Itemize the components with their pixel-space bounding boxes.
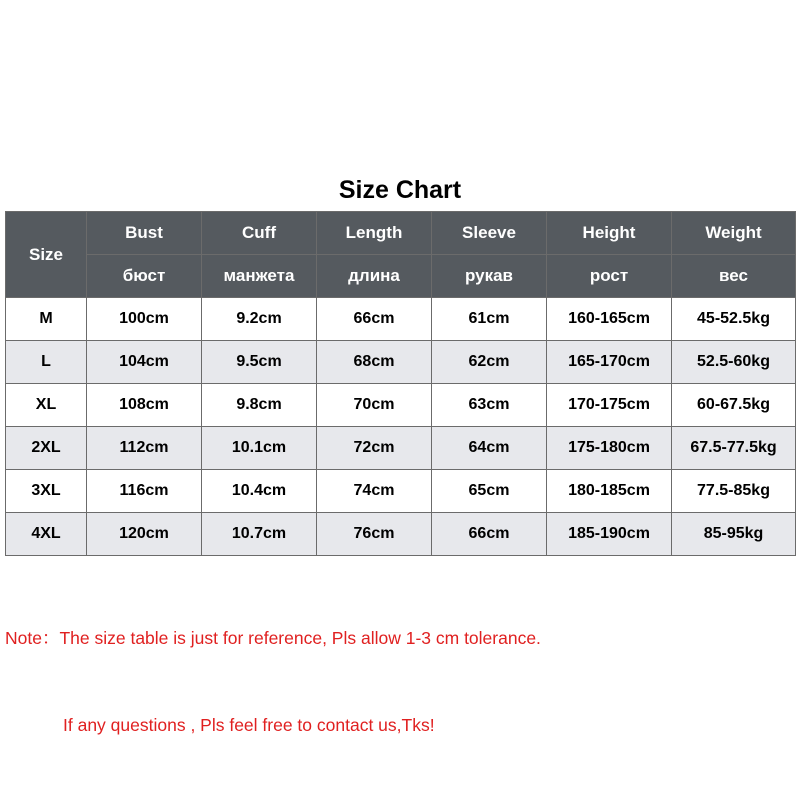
- table-cell: 85-95kg: [672, 513, 796, 556]
- column-header-ru: рукав: [432, 255, 547, 298]
- tolerance-note: [5, 566, 541, 769]
- table-row: [6, 427, 796, 470]
- header-row-en: [6, 212, 796, 255]
- table-cell: 66cm: [317, 298, 432, 341]
- table-cell: 60-67.5kg: [672, 384, 796, 427]
- table-row: [6, 513, 796, 556]
- table-row: [6, 298, 796, 341]
- column-header-en: Height: [547, 212, 672, 255]
- table-cell: 9.2cm: [202, 298, 317, 341]
- table-cell: 10.4cm: [202, 470, 317, 513]
- size-cell: XL: [6, 384, 87, 427]
- table-cell: 10.1cm: [202, 427, 317, 470]
- table-cell: 165-170cm: [547, 341, 672, 384]
- note-line-1: Note：The size table is just for reference, Pls allow 1-3 cm tolerance.: [5, 628, 541, 648]
- table-cell: 108cm: [87, 384, 202, 427]
- table-cell: 104cm: [87, 341, 202, 384]
- table-cell: 185-190cm: [547, 513, 672, 556]
- table-cell: 70cm: [317, 384, 432, 427]
- size-cell: 3XL: [6, 470, 87, 513]
- table-row: [6, 384, 796, 427]
- table-cell: 67.5-77.5kg: [672, 427, 796, 470]
- table-cell: 76cm: [317, 513, 432, 556]
- table-cell: 64cm: [432, 427, 547, 470]
- column-header-en: Length: [317, 212, 432, 255]
- table-cell: 62cm: [432, 341, 547, 384]
- table-cell: 63cm: [432, 384, 547, 427]
- size-cell: M: [6, 298, 87, 341]
- size-table: [5, 211, 796, 556]
- table-cell: 180-185cm: [547, 470, 672, 513]
- column-header-en: Bust: [87, 212, 202, 255]
- table-cell: 9.8cm: [202, 384, 317, 427]
- note-line-2: If any questions , Pls feel free to contact us,Tks!: [63, 715, 435, 735]
- table-cell: 74cm: [317, 470, 432, 513]
- table-row: [6, 470, 796, 513]
- column-header-en: Cuff: [202, 212, 317, 255]
- column-header-ru: бюст: [87, 255, 202, 298]
- table-cell: 112cm: [87, 427, 202, 470]
- size-cell: 2XL: [6, 427, 87, 470]
- table-cell: 68cm: [317, 341, 432, 384]
- size-column-header: Size: [6, 212, 87, 298]
- table-cell: 120cm: [87, 513, 202, 556]
- column-header-ru: вес: [672, 255, 796, 298]
- table-cell: 160-165cm: [547, 298, 672, 341]
- table-cell: 77.5-85kg: [672, 470, 796, 513]
- table-cell: 65cm: [432, 470, 547, 513]
- table-cell: 100cm: [87, 298, 202, 341]
- column-header-ru: рост: [547, 255, 672, 298]
- table-cell: 66cm: [432, 513, 547, 556]
- column-header-en: Weight: [672, 212, 796, 255]
- table-cell: 45-52.5kg: [672, 298, 796, 341]
- page-title: Size Chart: [338, 176, 462, 204]
- table-cell: 9.5cm: [202, 341, 317, 384]
- table-cell: 52.5-60kg: [672, 341, 796, 384]
- column-header-en: Sleeve: [432, 212, 547, 255]
- column-header-ru: манжета: [202, 255, 317, 298]
- table-cell: 170-175cm: [547, 384, 672, 427]
- table-cell: 10.7cm: [202, 513, 317, 556]
- table-cell: 116cm: [87, 470, 202, 513]
- header-row-ru: [6, 255, 796, 298]
- column-header-ru: длина: [317, 255, 432, 298]
- table-cell: 72cm: [317, 427, 432, 470]
- size-cell: 4XL: [6, 513, 87, 556]
- table-cell: 175-180cm: [547, 427, 672, 470]
- table-row: [6, 341, 796, 384]
- table-cell: 61cm: [432, 298, 547, 341]
- size-cell: L: [6, 341, 87, 384]
